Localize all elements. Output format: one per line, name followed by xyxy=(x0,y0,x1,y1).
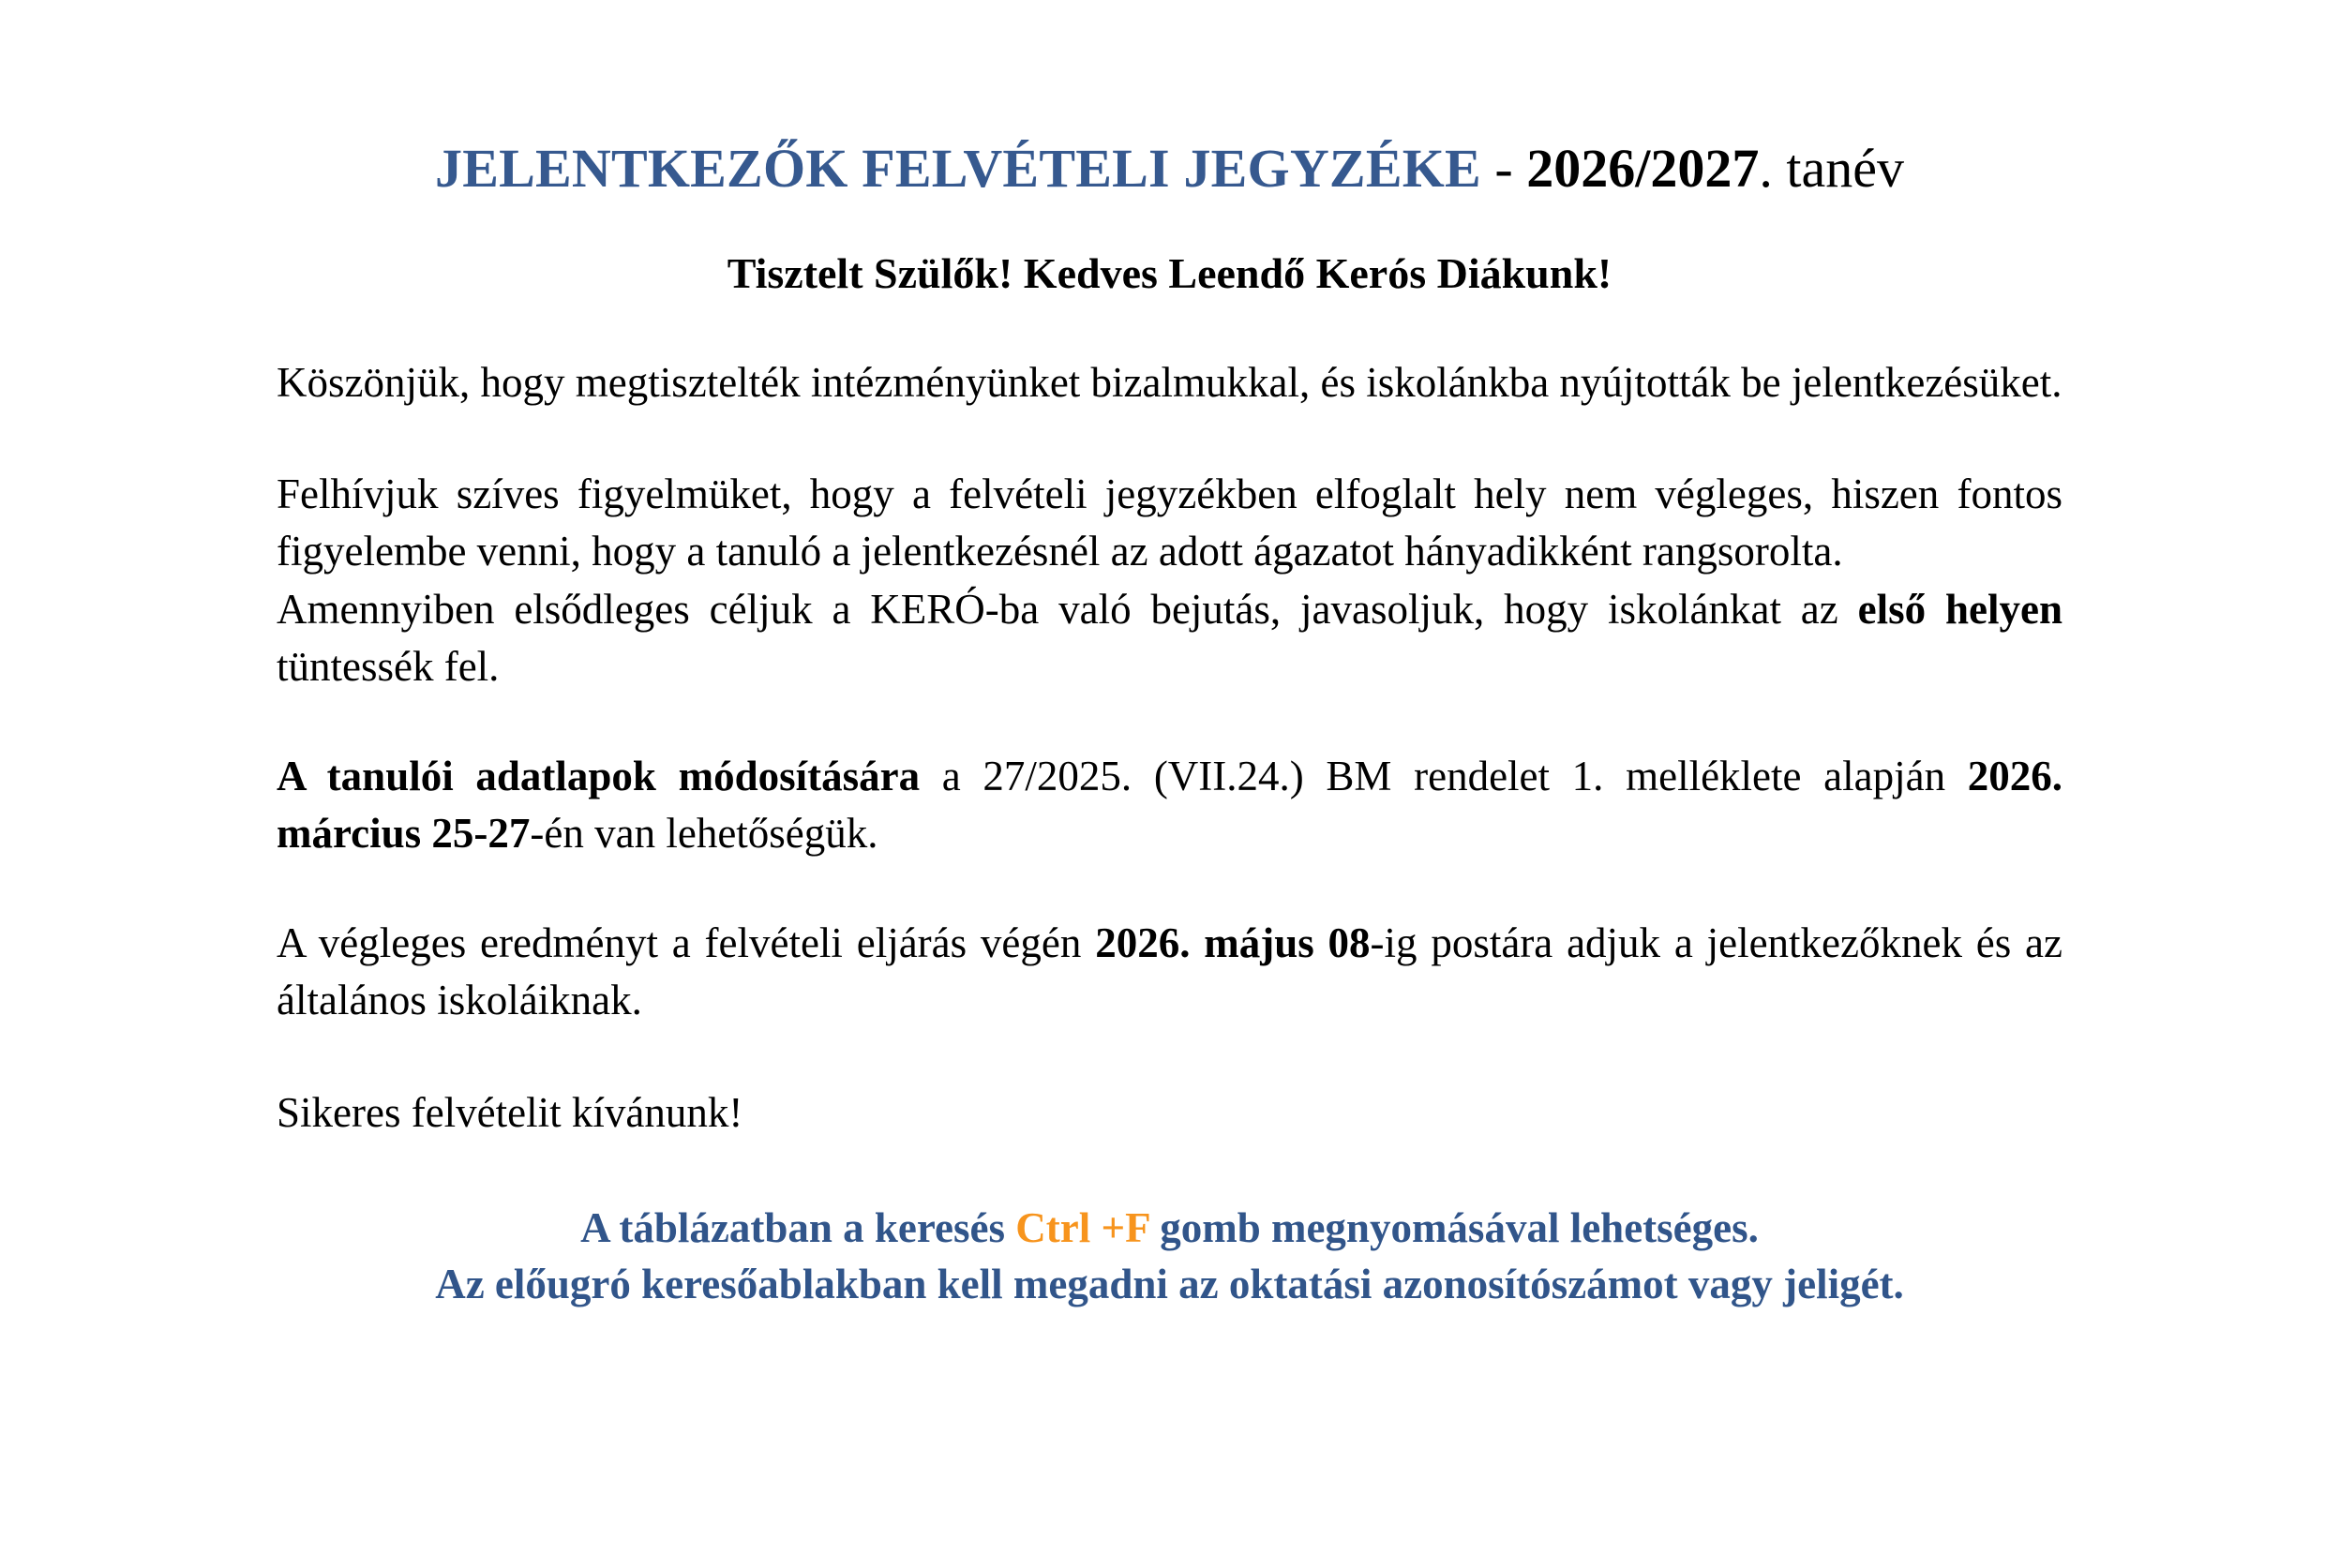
paragraph-data-sheet-modification-lead: a 27/2025. (VII.24.) BM rendelet 1. melléklete alapján xyxy=(920,752,1968,799)
search-hotkey-label: Ctrl +F xyxy=(1015,1203,1149,1251)
paragraph-ranking-notice: Felhívjuk szíves figyelmüket, hogy a felvételi jegyzékben elfoglalt hely nem végleges, hiszen fontos figyelembe venni, hogy a tanuló a jelentkezésnél az adott ágazatot hányadikként rangsorolta. xyxy=(277,470,2062,575)
spacer xyxy=(277,1142,2062,1200)
paragraph-data-sheet-modification-dates: 2026. március 25-27 xyxy=(277,752,2062,858)
page-title-separator: - xyxy=(1480,138,1527,199)
search-instruction-line-1 xyxy=(277,1200,2062,1256)
search-instruction-tail: gomb megnyomásával lehetséges. xyxy=(1148,1203,1759,1251)
greeting-heading: Tisztelt Szülők! Kedves Leendő Kerós Diákunk! xyxy=(727,248,1612,297)
paragraph-thanks: Köszönjük, hogy megtisztelték intézményünket bizalmukkal, és iskolánkba nyújtották be jelentkezésüket. xyxy=(277,358,2062,406)
page-title-school-year: 2026/2027 xyxy=(1526,138,1760,199)
paragraph-final-result-date: 2026. május 08 xyxy=(1095,919,1371,967)
spacer xyxy=(277,695,2062,748)
document-content-block xyxy=(277,0,2062,1312)
page-title-suffix: . tanév xyxy=(1759,138,1904,199)
spacer xyxy=(277,411,2062,466)
paragraph-first-place-advice-lead: Amennyiben elsődleges céljuk a KERÓ-ba való bejutás, javasoljuk, hogy iskolánkat az xyxy=(277,585,1858,633)
paragraph-first-place-advice xyxy=(277,581,2062,695)
paragraph-final-result-lead: A végleges eredményt a felvételi eljárás végén xyxy=(277,919,1096,967)
page-title xyxy=(277,0,2062,200)
search-instruction-lead: A táblázatban a keresés xyxy=(580,1203,1016,1251)
spacer xyxy=(277,862,2062,915)
paragraph-data-sheet-modification-tail: -én van lehetőségük. xyxy=(530,810,878,858)
paragraph-final-result-tail: -ig postára adjuk a jelentkezőknek és az általános iskoláiknak. xyxy=(277,919,2063,1024)
paragraph-final-result xyxy=(277,915,2062,1029)
paragraph-first-place-advice-tail: tüntessék fel. xyxy=(277,642,500,690)
paragraph-good-luck: Sikeres felvételit kívánunk! xyxy=(277,1088,743,1136)
spacer xyxy=(277,1030,2062,1084)
search-instruction-line-2: Az előugró keresőablakban kell megadni az oktatási azonosítószámot vagy jeligét. xyxy=(435,1261,1904,1308)
paragraph-first-place-advice-emphasis: első helyen xyxy=(1857,585,2062,633)
spacer xyxy=(277,298,2062,354)
paragraph-data-sheet-modification-heading: A tanulói adatlapok módosítására xyxy=(277,752,921,799)
page-title-main: JELENTKEZŐK FELVÉTELI JEGYZÉKE xyxy=(435,138,1481,199)
paragraph-data-sheet-modification xyxy=(277,748,2062,862)
